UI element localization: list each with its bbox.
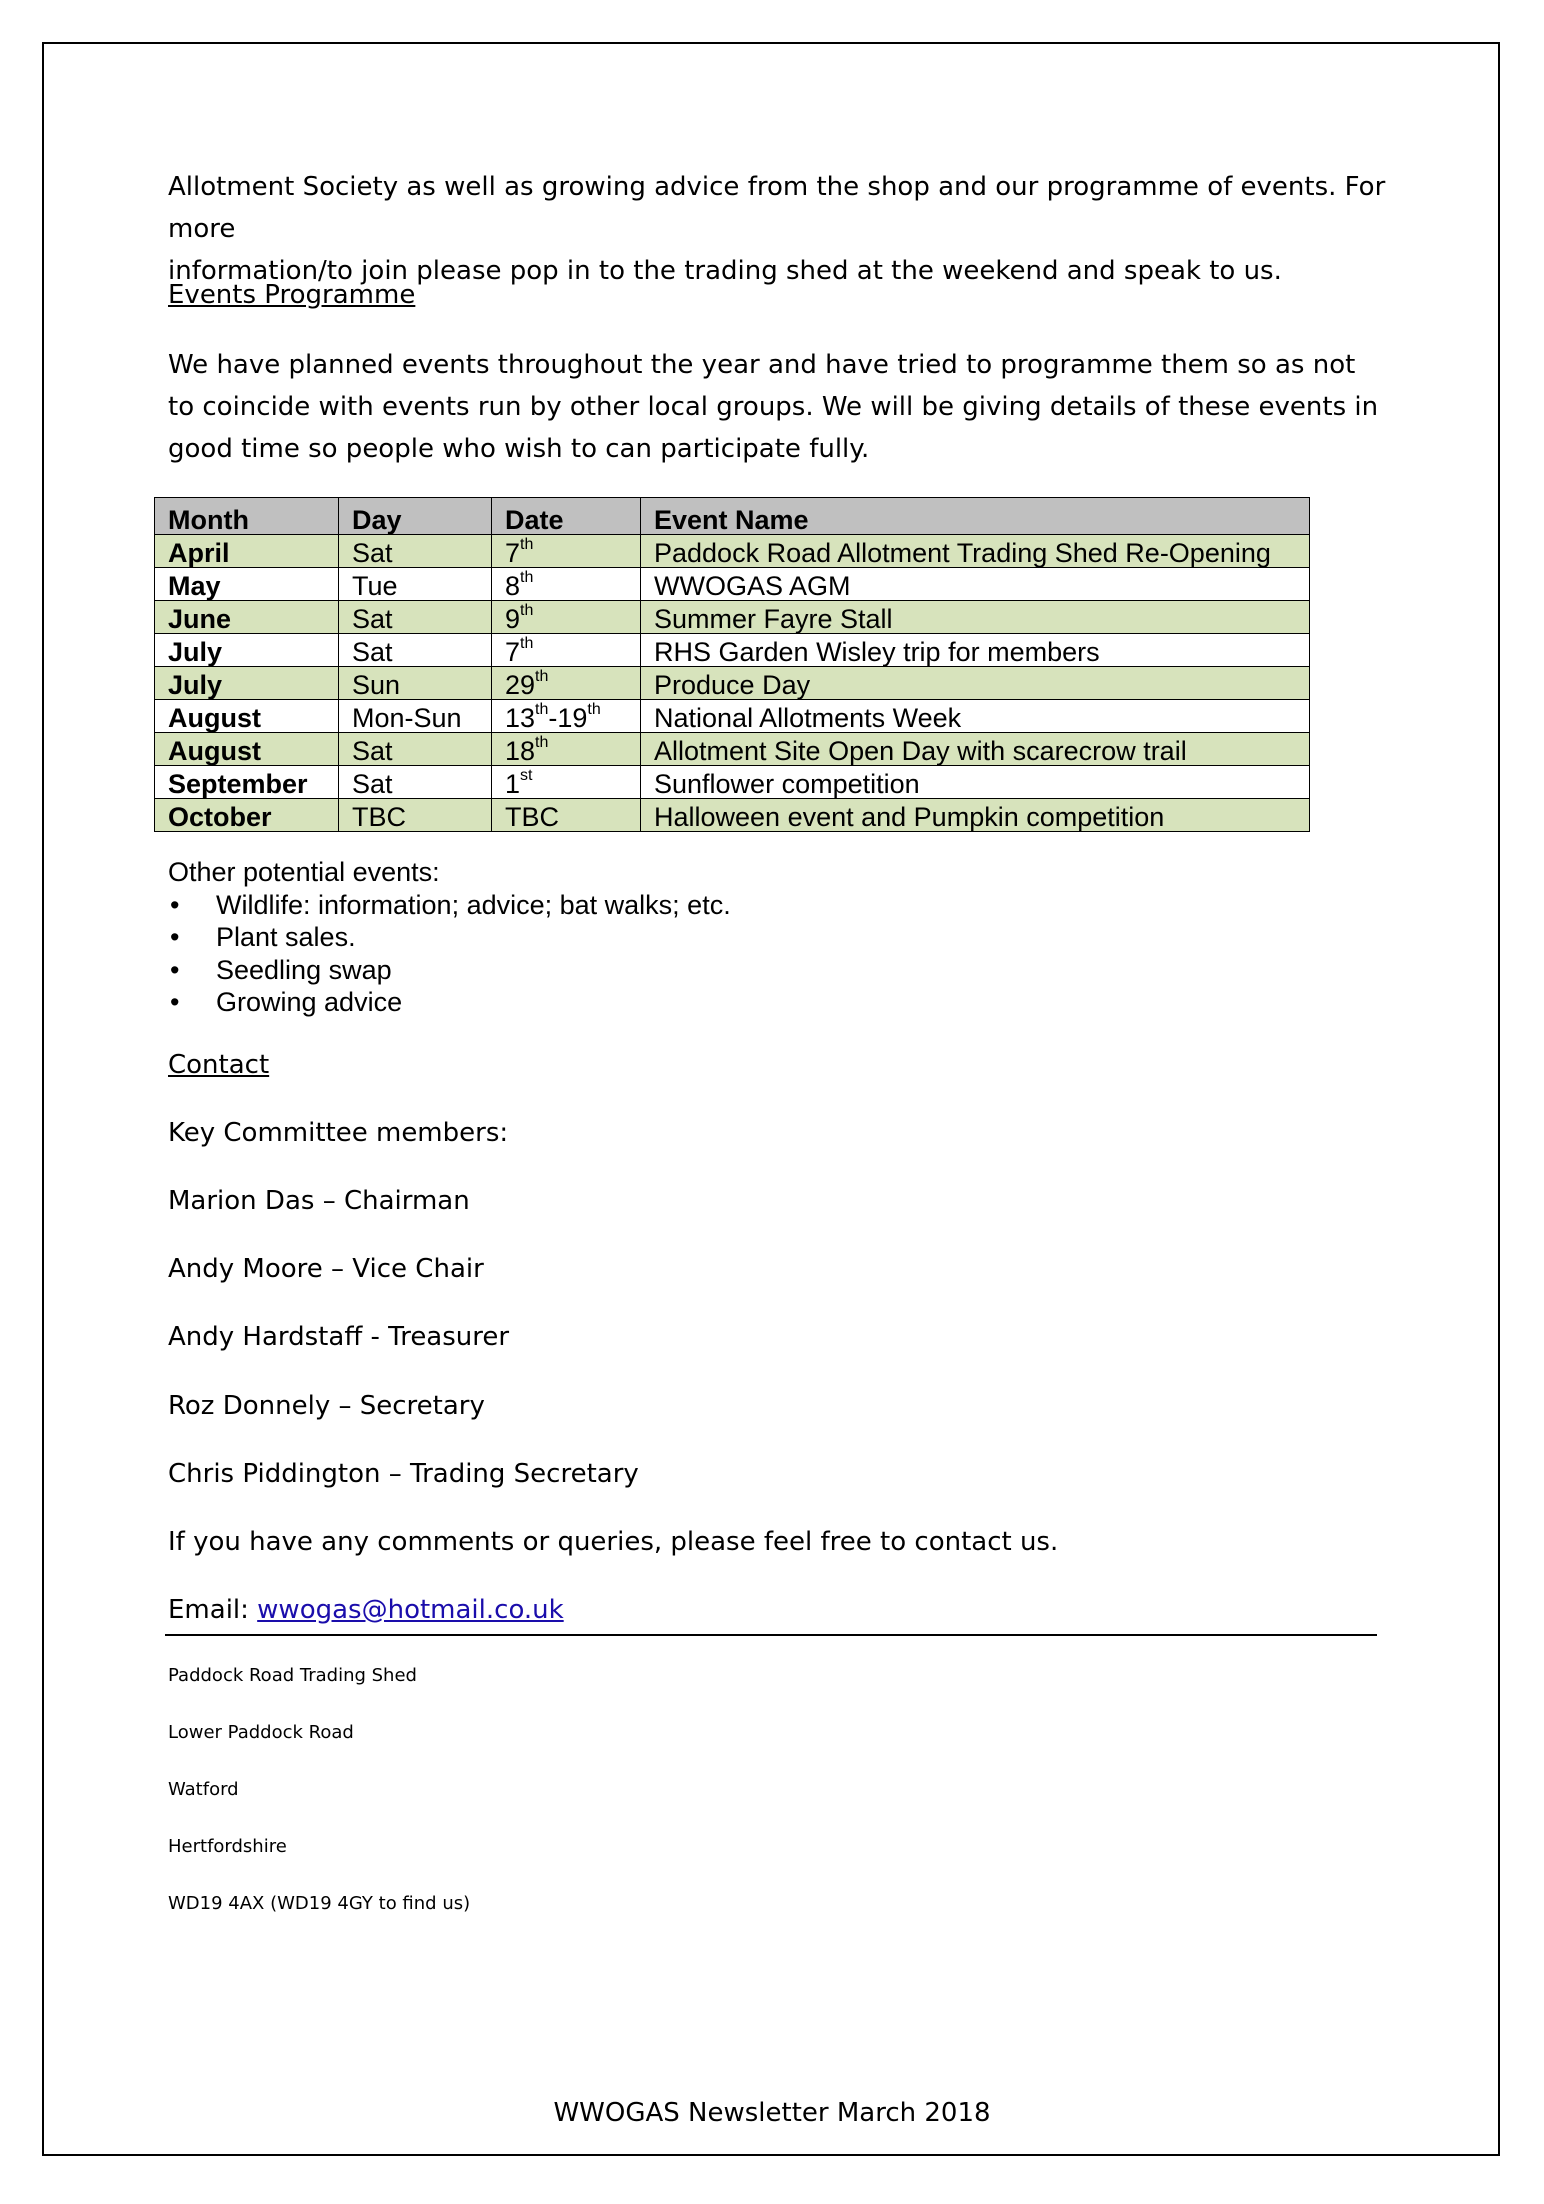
member-chairman: Marion Das – Chairman [168, 1186, 470, 1216]
date-suffix: st [520, 767, 533, 784]
date-cell [492, 766, 641, 799]
date-value: 8 [505, 571, 521, 601]
table-row [155, 634, 1310, 667]
header-date: Date [492, 498, 641, 535]
event-name-cell: WWOGAS AGM [641, 568, 1310, 601]
address-line-1: Paddock Road Trading Shed [168, 1665, 417, 1686]
other-events-title: Other potential events: [168, 857, 440, 887]
day-cell: Sat [339, 766, 492, 799]
member-secretary: Roz Donnely – Secretary [168, 1391, 485, 1421]
list-item [168, 889, 731, 922]
bullet-icon: • [170, 954, 180, 985]
email-link[interactable]: wwogas@hotmail.co.uk [257, 1595, 564, 1625]
date-value: 1 [505, 769, 521, 799]
month-cell: July [155, 667, 339, 700]
day-cell: TBC [339, 799, 492, 832]
event-name-cell: Allotment Site Open Day with scarecrow trail [641, 733, 1310, 766]
list-item [168, 954, 731, 987]
events-table-body [155, 535, 1310, 832]
date-value: 13 [505, 703, 536, 733]
month-cell: September [155, 766, 339, 799]
header-day: Day [339, 498, 492, 535]
event-name-cell: Paddock Road Allotment Trading Shed Re-Opening [641, 535, 1310, 568]
other-events [168, 856, 731, 1019]
day-cell: Sat [339, 733, 492, 766]
email-label: Email: [168, 1595, 249, 1625]
list-item-text: Wildlife: information; advice; bat walks; etc. [216, 889, 731, 920]
intro-line-1: Allotment Society as well as growing advice from the shop and our programme of events. For more [168, 172, 1386, 244]
header-event-name: Event Name [641, 498, 1310, 535]
table-row [155, 733, 1310, 766]
bullet-icon: • [170, 922, 180, 952]
list-item-text: Seedling swap [216, 954, 392, 985]
bullet-icon: • [170, 987, 180, 1017]
header-month: Month [155, 498, 339, 535]
comments-text: If you have any comments or queries, please feel free to contact us. [168, 1527, 1059, 1557]
intro-paragraph [168, 166, 1388, 292]
day-cell: Sun [339, 667, 492, 700]
address-line-3: Watford [168, 1779, 239, 1800]
event-name-cell: Summer Fayre Stall [641, 601, 1310, 634]
table-row [155, 700, 1310, 733]
event-name-cell: RHS Garden Wisley trip for members [641, 634, 1310, 667]
table-row [155, 601, 1310, 634]
day-cell: Sat [339, 601, 492, 634]
divider [165, 1634, 1377, 1636]
month-cell: October [155, 799, 339, 832]
events-table [154, 497, 1310, 832]
date-suffix: th [535, 701, 549, 718]
month-cell: June [155, 601, 339, 634]
table-row [155, 568, 1310, 601]
table-row [155, 799, 1310, 832]
contact-heading: Contact [168, 1050, 270, 1080]
date-suffix: th [520, 635, 534, 652]
event-name-cell: National Allotments Week [641, 700, 1310, 733]
intro-line-2: information/to join please pop in to the trading shed at the weekend and speak to us. [168, 256, 1282, 286]
month-cell: April [155, 535, 339, 568]
list-item-text: Plant sales. [216, 922, 356, 952]
month-cell: August [155, 733, 339, 766]
email-line [168, 1595, 564, 1625]
day-cell: Mon-Sun [339, 700, 492, 733]
date-cell [492, 535, 641, 568]
date-value: 18 [505, 736, 536, 766]
key-committee-label: Key Committee members: [168, 1118, 509, 1148]
member-trading-secretary: Chris Piddington – Trading Secretary [168, 1459, 639, 1489]
address-line-4: Hertfordshire [168, 1836, 287, 1857]
date-cell [492, 667, 641, 700]
list-item-text: Growing advice [216, 987, 403, 1017]
day-cell: Sat [339, 535, 492, 568]
date-cell [492, 568, 641, 601]
date-cell [492, 799, 641, 832]
list-item [168, 986, 731, 1019]
footer: WWOGAS Newsletter March 2018 [553, 2098, 991, 2128]
member-vice-chair: Andy Moore – Vice Chair [168, 1254, 484, 1284]
date-end-suffix: th [587, 701, 601, 718]
events-table-header-row [155, 498, 1310, 535]
day-cell: Tue [339, 568, 492, 601]
month-cell: July [155, 634, 339, 667]
date-end-value: -19 [548, 703, 588, 733]
address-line-5: WD19 4AX (WD19 4GY to find us) [168, 1893, 471, 1914]
date-suffix: th [520, 569, 534, 586]
date-cell [492, 634, 641, 667]
month-cell: August [155, 700, 339, 733]
table-row [155, 667, 1310, 700]
date-value: 7 [505, 538, 521, 568]
event-name-cell: Produce Day [641, 667, 1310, 700]
month-cell: May [155, 568, 339, 601]
day-cell: Sat [339, 634, 492, 667]
event-name-cell: Halloween event and Pumpkin competition [641, 799, 1310, 832]
date-value: TBC [505, 802, 559, 832]
table-row [155, 535, 1310, 568]
date-value: 7 [505, 637, 521, 667]
date-suffix: th [520, 602, 534, 619]
date-cell [492, 733, 641, 766]
other-events-list [168, 889, 731, 1019]
event-name-cell: Sunflower competition [641, 766, 1310, 799]
date-value: 9 [505, 604, 521, 634]
address-line-2: Lower Paddock Road [168, 1722, 354, 1743]
member-treasurer: Andy Hardstaff - Treasurer [168, 1322, 510, 1352]
date-value: 29 [505, 670, 536, 700]
date-suffix: th [520, 536, 534, 553]
date-suffix: th [535, 734, 549, 751]
date-suffix: th [535, 668, 549, 685]
list-item [168, 921, 731, 954]
table-row [155, 766, 1310, 799]
date-cell [492, 601, 641, 634]
bullet-icon: • [170, 889, 180, 920]
date-cell [492, 700, 641, 733]
events-programme-heading: Events Programme [168, 280, 416, 310]
events-paragraph: We have planned events throughout the year and have tried to programme them so as not to coincide with events run by other local groups. We will be giving details of these events in good time so people who wish to can participate fully. [168, 350, 1379, 464]
